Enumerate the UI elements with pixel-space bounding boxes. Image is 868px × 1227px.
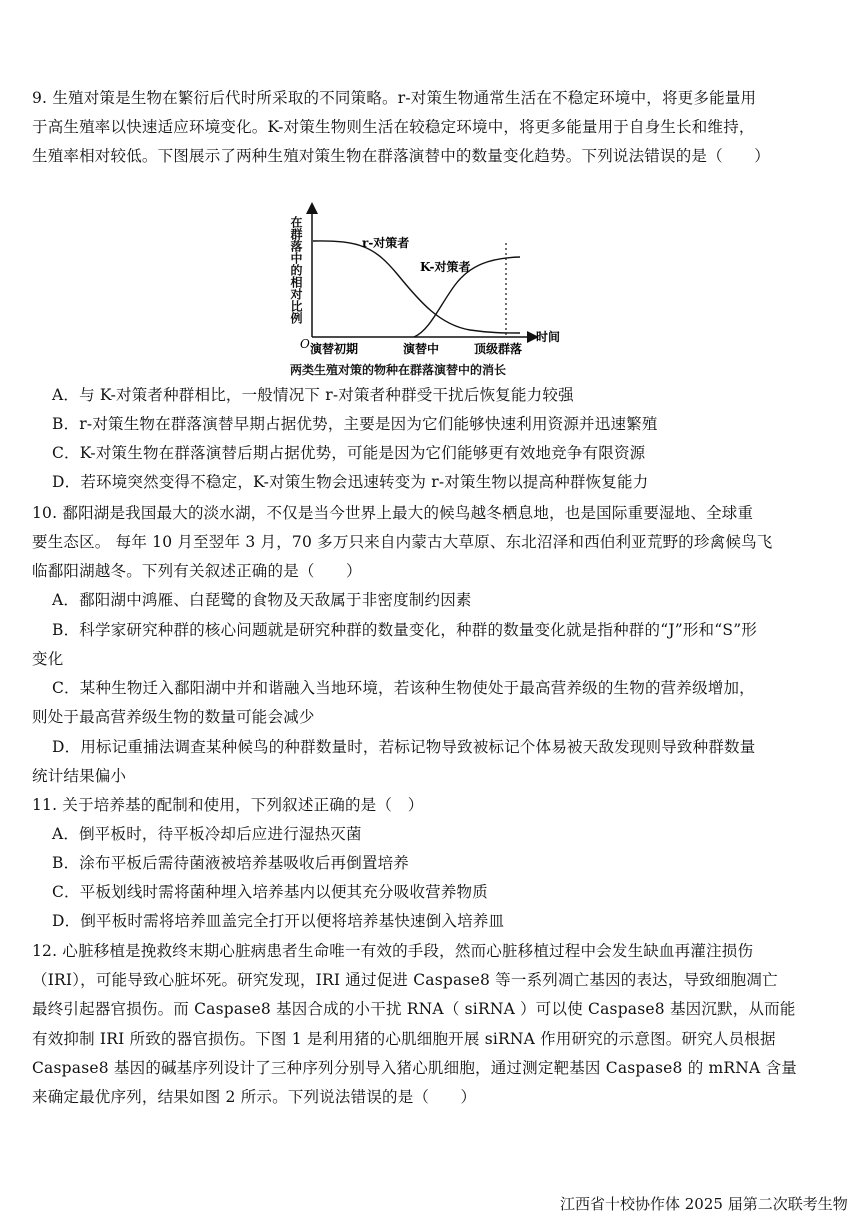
q10-line-1: 10. 鄱阳湖是我国最大的淡水湖，不仅是当今世界上最大的候鸟越冬栖息地，也是国际重要湿地、全球重 (32, 504, 754, 522)
origin-label: O (300, 337, 310, 351)
y-axis-label: 在群落中的相对比例 (289, 216, 303, 324)
q9-line-3: 生殖率相对较低。下图展示了两种生殖对策生物在群落演替中的数量变化趋势。下列说法错误的是（ ） (32, 147, 770, 165)
q9-line-2: 于高生殖率以快速适应环境变化。K-对策生物则生活在较稳定环境中，将更多能量用于自身生长和维持， (32, 118, 755, 136)
q9-option-d: D．若环境突然变得不稳定，K-对策生物会迅速转变为 r-对策生物以提高种群恢复能力 (52, 473, 649, 491)
q10-option-c-cont: 则处于最高营养级生物的数量可能会减少 (32, 708, 315, 726)
q12-line-3: 最终引起器官损伤。而 Caspase8 基因合成的小干扰 RNA（ siRNA ）可以使 Caspase8 基因沉默，从而能 (32, 1000, 796, 1018)
q9-line-1: 9. 生殖对策是生物在繁衍后代时所采取的不同策略。r-对策生物通常生活在不稳定环境中，将更多能量用 (32, 89, 757, 107)
q10-option-b: B．科学家研究种群的核心问题就是研究种群的数量变化，种群的数量变化就是指种群的“J”形和“S”形 (52, 621, 758, 639)
x-axis-label: 时间 (536, 330, 561, 344)
q10-option-d-cont: 统计结果偏小 (32, 767, 127, 785)
q9-figure-caption: 两类生殖对策的物种在群落演替中的消长 (290, 363, 507, 377)
q12-line-2: （IRI），可能导致心脏坏死。研究发现，IRI 通过促进 Caspase8 等一系列凋亡基因的表达，导致细胞凋亡 (32, 971, 778, 989)
q9-option-b: B．r-对策生物在群落演替早期占据优势，主要是因为它们能够快速利用资源并迅速繁殖 (52, 415, 658, 433)
q11-option-b: B．涂布平板后需待菌液被培养基吸收后再倒置培养 (52, 854, 409, 872)
page-footer: 江西省十校协作体 2025 届第二次联考生物 (560, 1195, 848, 1213)
q11-option-d: D．倒平板时需将培养皿盖完全打开以便将培养基快速倒入培养皿 (52, 912, 505, 930)
q11-option-a: A．倒平板时，待平板冷却后应进行湿热灭菌 (52, 825, 362, 843)
q9-figure (0, 0, 868, 390)
q9-option-a: A．与 K-对策者种群相比，一般情况下 r-对策者种群受干扰后恢复能力较强 (52, 386, 574, 404)
q10-option-d: D．用标记重捕法调查某种候鸟的种群数量时，若标记物导致被标记个体易被天敌发现则导致种群数量 (52, 738, 756, 756)
q10-option-c: C．某种生物迁入鄱阳湖中并和谐融入当地环境，若该种生物使处于最高营养级的生物的营养级增加， (52, 679, 755, 697)
curve-k-label: K-对策者 (420, 260, 471, 274)
x-tick-early: 演替初期 (310, 342, 359, 356)
q9-option-c: C．K-对策生物在群落演替后期占据优势，可能是因为它们能够更有效地竞争有限资源 (52, 444, 646, 462)
x-tick-climax: 顶级群落 (474, 342, 523, 356)
q10-option-b-cont: 变化 (32, 650, 64, 668)
curve-r-label: r-对策者 (362, 236, 410, 250)
q12-line-1: 12. 心脏移植是挽救终末期心脏病患者生命唯一有效的手段，然而心脏移植过程中会发生缺血再灌注损伤 (32, 942, 754, 960)
q12-line-5: Caspase8 基因的碱基序列设计了三种序列分别导入猪心肌细胞，通过测定靶基因 Caspase8 的 mRNA 含量 (32, 1059, 797, 1077)
q11-stem: 11. 关于培养基的配制和使用，下列叙述正确的是（ ） (32, 796, 424, 814)
q12-line-6: 来确定最优序列，结果如图 2 所示。下列说法错误的是（ ） (32, 1088, 477, 1106)
q10-option-a: A．鄱阳湖中鸿雁、白琵鹭的食物及天敌属于非密度制约因素 (52, 591, 472, 609)
q10-line-3: 临鄱阳湖越冬。下列有关叙述正确的是（ ） (32, 562, 362, 580)
q12-line-4: 有效抑制 IRI 所致的器官损伤。下图 1 是利用猪的心肌细胞开展 siRNA 作用研究的示意图。研究人员根据 (32, 1030, 776, 1048)
q11-option-c: C．平板划线时需将菌种埋入培养基内以便其充分吸收营养物质 (52, 883, 488, 901)
curve-r (313, 241, 520, 333)
q10-line-2: 要生态区。 每年 10 月至翌年 3 月，70 多万只来自内蒙古大草原、东北沼泽和西伯利亚荒野的珍禽候鸟飞 (32, 533, 773, 551)
x-tick-mid: 演替中 (403, 342, 440, 356)
